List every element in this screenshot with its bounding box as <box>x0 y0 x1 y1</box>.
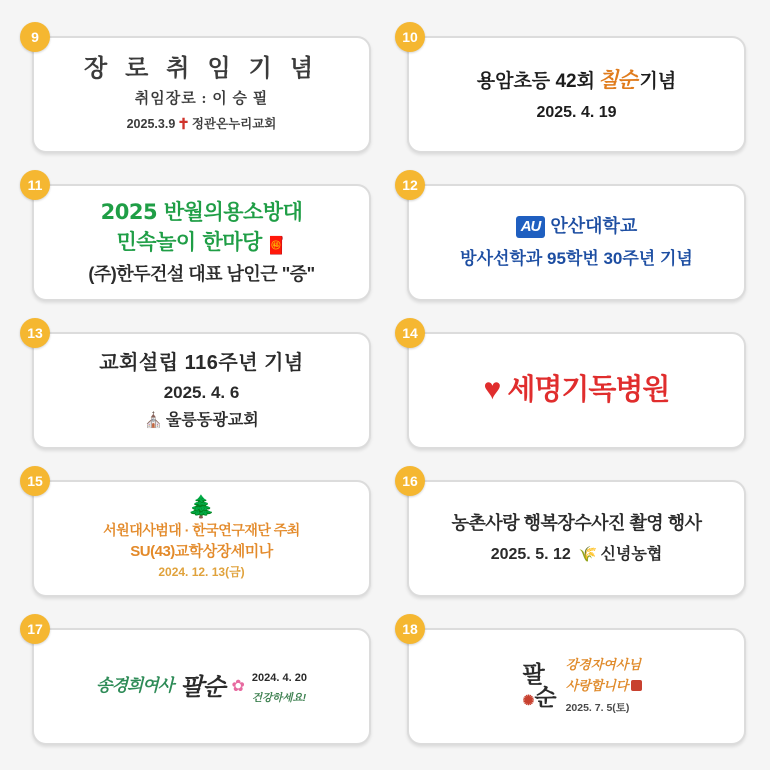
card-right-block <box>252 667 307 707</box>
hospital-name: 세명기독병원 <box>507 374 670 407</box>
card-cell-13 <box>20 318 375 455</box>
card-message: 사랑합니다 <box>565 678 629 694</box>
card-message: 건강하세요! <box>251 691 307 704</box>
card-semyung-christian-hospital[interactable] <box>407 332 746 449</box>
celebration-word: 팔순 <box>180 671 225 701</box>
card-cell-16 <box>395 466 750 603</box>
card-right-block <box>566 655 643 717</box>
celebration-word-block <box>511 661 557 712</box>
card-date: 2025. 4. 6 <box>163 383 240 403</box>
card-ansan-university[interactable] <box>407 184 746 301</box>
card-content <box>409 215 744 270</box>
flower-icon: ✿ <box>231 677 245 695</box>
card-content <box>409 371 744 409</box>
card-number-badge: 10 <box>395 22 425 52</box>
card-number-badge: 14 <box>395 318 425 348</box>
card-line-1: 서원대사범대 · 한국연구재단 주최 <box>103 522 300 539</box>
card-title-prefix: 용암초등 42회 <box>476 70 595 92</box>
card-content <box>34 199 369 287</box>
card-cell-14 <box>395 318 750 455</box>
heart-logo-icon: ♥ <box>483 373 502 407</box>
star-flower-icon: ✺ <box>522 693 535 710</box>
card-cell-12 <box>395 170 750 307</box>
honoree-name: 송경희여사 <box>96 676 174 697</box>
celebration-word-2: 순 <box>534 684 557 712</box>
card-line-2: 방사선학과 95학번 30주년 기념 <box>460 248 693 268</box>
card-number-badge: 9 <box>20 22 50 52</box>
card-content <box>34 667 369 707</box>
card-yongam-elementary[interactable] <box>407 36 746 153</box>
card-banwol-volunteer-fire[interactable] <box>32 184 371 301</box>
card-rural-love-photo-event[interactable] <box>407 480 746 597</box>
card-footer <box>42 115 361 135</box>
card-eighty-celebration[interactable] <box>407 628 746 745</box>
card-date: 2024. 4. 20 <box>251 671 307 684</box>
card-number-badge: 15 <box>20 466 50 496</box>
card-cell-10 <box>395 22 750 159</box>
seal-icon <box>631 680 642 691</box>
ansan-university-logo-icon: AU <box>516 216 546 238</box>
card-org: 정관온누리교회 <box>191 116 277 131</box>
card-number-badge: 11 <box>20 170 50 200</box>
card-line-2-text: 민속놀이 한마당 <box>116 230 262 255</box>
card-content <box>34 350 369 431</box>
card-line-2: SU(43)교학상장세미나 <box>130 542 273 560</box>
nonghyup-icon: 🌾 <box>578 545 598 563</box>
card-cell-18 <box>395 614 750 751</box>
card-content <box>409 512 744 565</box>
cards-grid <box>20 22 750 751</box>
card-line-3: (주)한두건설 대표 남인근 "증" <box>88 263 315 284</box>
card-number-badge: 16 <box>395 466 425 496</box>
card-elder-inauguration[interactable] <box>32 36 371 153</box>
card-title: 교회설립 116주년 기념 <box>99 352 304 375</box>
card-university-name: 안산대학교 <box>550 215 638 236</box>
pine-tree-icon: 🌲 <box>187 494 216 520</box>
card-org-name: 울릉동광교회 <box>165 411 259 429</box>
card-cell-9 <box>20 22 375 159</box>
card-content <box>409 655 744 717</box>
card-line-1 <box>417 215 736 239</box>
card-song-gyeonghui-80th[interactable] <box>32 628 371 745</box>
card-date: 2025.3.9 <box>126 116 176 131</box>
card-seowon-university-seminar[interactable] <box>32 480 371 597</box>
celebration-word-2-row <box>522 684 557 712</box>
card-date: 2025. 4. 19 <box>536 103 617 121</box>
card-number-badge: 13 <box>20 318 50 348</box>
card-content <box>34 496 369 580</box>
card-title: 농촌사랑 행복장수사진 촬영 행사 <box>451 513 702 534</box>
card-title: 장 로 취 임 기 념 <box>83 56 320 83</box>
card-title-suffix: 기념 <box>639 70 677 92</box>
card-title-highlight: 칠순 <box>597 66 637 92</box>
card-subtitle: 취임장로 : 이 승 필 <box>134 91 269 108</box>
card-cell-17 <box>20 614 375 751</box>
card-org: 신녕농협 <box>600 545 663 563</box>
card-title <box>417 66 736 94</box>
card-line-2 <box>42 229 361 257</box>
card-number-badge: 18 <box>395 614 425 644</box>
celebration-word-1: 팔 <box>522 661 545 689</box>
cross-icon: ✝ <box>177 115 190 133</box>
card-content <box>409 66 744 123</box>
honoree-name: 강경자여사님 <box>565 657 641 673</box>
card-number-badge: 12 <box>395 170 425 200</box>
card-cell-11 <box>20 170 375 307</box>
card-cell-15 <box>20 466 375 603</box>
card-content <box>34 54 369 134</box>
card-church-116th-anniversary[interactable] <box>32 332 371 449</box>
card-number-badge: 17 <box>20 614 50 644</box>
card-date: 2025. 7. 5(토) <box>565 701 630 714</box>
card-line-1: 2025 반월의용소방대 <box>100 199 303 224</box>
card-date: 2024. 12. 13(금) <box>158 564 245 579</box>
card-date: 2025. 5. 12 <box>490 545 571 563</box>
lucky-pouch-icon: 🧧 <box>265 236 287 257</box>
church-icon: ⛪ <box>144 411 163 429</box>
card-footer <box>417 544 736 565</box>
card-org <box>42 410 361 431</box>
